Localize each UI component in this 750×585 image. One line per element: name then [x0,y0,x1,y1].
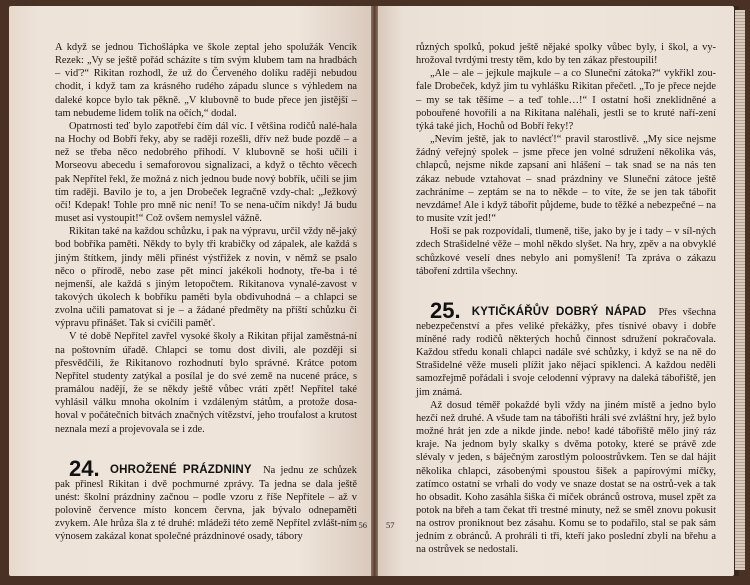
chapter-title: OHROŽENÉ PRÁZDNINY [109,463,252,476]
chapter-title: KYTIČKÁŘŮV DOBRÝ NÁPAD [471,305,647,318]
paragraph: „Ale – ale – jejkule majkule – a co Sluneční zátoka?“ vykřikl zou-fale Drobeček, když jim tu vyhlášku Rikitan přečetl. „To je přece nejde – my se tak těšíme – a teď tohle…!“ I ostatní hoši zneklidněné a pobouřené hovořili a na Rikitana naléhali, jestli se to kruté naří-zení týká také jich, Hochů od Bobří řeky!? [416,68,716,132]
paragraph: Až dosud téměř pokaždé byli vždy na jiném místě a jedno bylo hezčí než druhé. A všude tam na tábořišti hráli své zvláštní hry, jež bylo možné hrát jen zde a nikde jinde. nebo! kadé tábořiště mělo jiný ráz kraje. Na jednom byly skalky s dvěma potoky, které se právě zde slévaly v jeden, s báječným zarostlým poloostrůvkem. Ten se dal hájit několika chlapci, zásobenými spoustou šišek a papírovými míčky, zatímco ostatní se vrhali do vody ve snaze dostat se na ostrů-vek a tak ho obsadit. Koho zasáhla šiška či míček obránců ostrova, musel zpět za potok na břeh a tam čekat tři trestné minuty, než se směl znovu pokusit na ostrov proniknout bez zásahu. Komu se to podařilo, stal se pak sám jedním z obránců. A prohráli ti tři, kteří jako poslední zbyli na břehu a na ostrůvek se nedostali. [416,399,716,556]
page-number: 57 [386,520,395,530]
paragraph: Opatrnosti teď bylo zapotřebí čím dál víc. I většina rodičů nalé-hala na Hochy od Bobří řeky, aby se raději rozešli, dřív než bude pozdě – a než se třeba něco nedobrého přihodí. V klubovně se hoši učili i Morseovu abecedu i semaforovou signalizaci, a když o těchto věcech pak Nepřítel řekl, že možná z nich jednou bude nový bobřík, učili se jim tím raději. Bavilo je to, a jen Drobeček legračně vzdy-chal: „Ježkový očí! Kdepak! Tohle pro mně nic není! To se nena-učím nikdy! Já budu muset asi vystoupit!“ Což ovšem nemyslel vážně. [55,120,357,225]
right-page-text [416,41,716,557]
paragraph: A když se jednou Tichošlápka ve škole zeptal jeho spolužák Vencík Rezek: „Vy se ještě pořád scházíte s tím svým klubem tam na hradbách – viď?“ Rikitan rozhodl, že už do Červeného dolíku raději nebudou chodit, i když tam za krásného rudého západu slunce s výhledem na daleké kopce bylo tak pěkně. „V klubovně to bude přece jen jistější – tam nebudeme lidem tolik na očích,“ dodal. [55,42,357,119]
open-book [9,6,739,576]
right-page [378,6,734,576]
paragraph: Rikitan také na každou schůzku, i pak na výpravu, určil vždy ně-jaký bod bobříka paměti. Někdy to byly tři krabičky od zápalek, ale každá s jiným štítkem, jindy měli přinést výstřižek z novin, v němž se psalo něco o přírodě, nebo zase pět mincí jakékoli hodnoty, tře-ba i té nejmenší, ale každá s jiným letopočtem. Rikitanova vynalé-zavost v takových úkolech k bobříku paměti byla obdivuhodná – a chlapci se zvolna učili pamatovat si je – a žádané předměty na příští schůzku či výpravu přinášet. Tak si cvičili paměť. [55,226,357,330]
left-page-text [55,41,357,543]
chapter-25 [416,297,716,399]
page-number: 56 [358,520,367,530]
paragraph: „Nevím ještě, jak to navlécť!“ pravil starostlivě. „My sice nejsme žádný veřejný spolek – jsme přece jen volné sdružení několika vás, chlapců, nejsme nikde zapsaní ani hlášení – tak snad se na nás ten zákaz nebude vztahovat – snad prázdniny ve Sluneční zátoce ještě zachráníme – zeptám se na to někde – to víte, že se jen tak tábořit nevzdáme! Ale i když tábořit půjdeme, bude to těžké a nebezpečné – na to musíte vzít jed!“ [416,134,716,225]
page-edges [735,10,745,570]
paragraph: různých spolků, pokud ještě nějaké spolky vůbec byly, i škol, a vy-hrožoval tvrdými tresty těm, kdo by ten zákaz přestoupili! [416,42,716,67]
left-page [9,6,371,576]
chapter-number: 24. [69,455,100,481]
chapter-first-paragraph: Na jednu ze schůzek pak přinesl Rikitan i dvě pochmurné zprávy. Ta jedna se dala ještě unést: školní prázdniny začnou – podle vzoru z říše Nepřítele – až v polovině července místo koncem června, jak bývalo odnepaměti zvykem. Ale hrůza šla z té druhé: mládeži této země Nepřítel zvlášt-ním výnosem zakázal konat společné prázdninové osady, tábory [55,464,357,543]
chapter-24 [55,455,357,544]
book-spine [371,6,378,576]
paragraph: V té době Nepřítel zavřel vysoké školy a Rikitan přijal zaměstná-ní na poštovním úřadě. Chlapci se tomu dost divili, ale později si přesvědčili, že Rikitanovo rozhodnutí bylo správné. Krátce potom Nepřítel studenty zatýkal a posílal je do své země na nucené práce, s pramálou nadějí, že se někdy ještě vůbec vrátí zpět! Nepřítel také vyhlásil válku mnoha okolním i vzdáleným státům, a protože dosa-hoval v počátečních bitvách značných vítězství, jeho troufalost a krutost neznala mezí a projevovala se i zde. [55,331,357,435]
chapter-first-paragraph: Přes všechna nebezpečenství a přes veliké překážky, přes tísnivé obavy i dobře míněné rady rodičů některých hochů činnost sdružení pokračovala. Každou středu konali chlapci nadále své schůzky, i když se na ně do Strašidelné věže museli plížit jako nějací spiklenci. A každou neděli samozřejmě pořádali i svoje celodenní výpravy na daleká tábořiště, jen jim známá. [416,306,716,398]
paragraph: Hoši se pak rozpovídali, tlumeně, tiše, jako by je i tady – v síl-ných zdech Strašidelné věže – mohl někdo slyšet. Na hry, zpěv a na obvyklé schůzkové veselí dnes nebylo ani pomyšlení! Ta zpráva o zákazu táboření zdrtila všechny. [416,226,716,277]
chapter-number: 25. [430,297,461,323]
